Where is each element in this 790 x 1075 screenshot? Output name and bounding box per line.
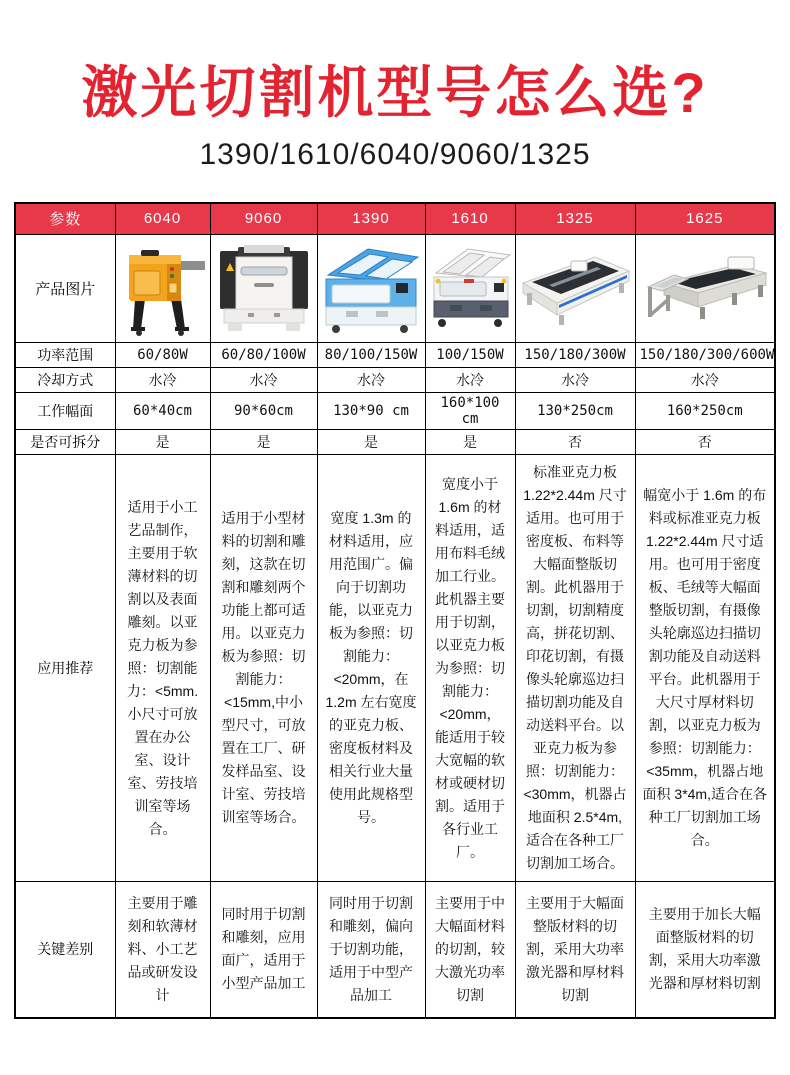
key-diff-1625: 主要用于加长大幅面整版材料的切割，采用大功率激光器和厚材料切割 xyxy=(635,882,775,1018)
product-photo-cell xyxy=(515,235,635,343)
header-row xyxy=(15,203,775,235)
key-diff-1390: 同时用于切割和雕刻，偏向于切割功能，适用于中型产品加工 xyxy=(317,882,425,1018)
row-label-product-image: 产品图片 xyxy=(15,235,115,343)
header-cell-param: 参数 xyxy=(15,203,115,235)
application-1610: 宽度小于 1.6m 的材料适用，适用布料毛绒加工行业。此机器主要用于切割，以亚克力板为参照：切割能力：<20mm，能适用于较大宽幅的软材或硬材切割。适用于各行业工厂。 xyxy=(425,455,515,882)
power-1625: 150/180/300/600W xyxy=(635,343,775,368)
machine-photo-1390 xyxy=(320,241,422,337)
row-label-power: 功率范围 xyxy=(15,343,115,368)
row-label-cooling: 冷却方式 xyxy=(15,368,115,393)
product-photo-cell xyxy=(317,235,425,343)
application-row xyxy=(15,455,775,882)
power-1610: 100/150W xyxy=(425,343,515,368)
key-difference-row xyxy=(15,882,775,1018)
key-diff-6040: 主要用于雕刻和软薄材料、小工艺品或研发设计 xyxy=(115,882,210,1018)
product-photo-cell xyxy=(635,235,775,343)
cooling-1325: 水冷 xyxy=(515,368,635,393)
machine-photo-1325 xyxy=(519,241,631,337)
power-9060: 60/80/100W xyxy=(210,343,317,368)
cooling-1390: 水冷 xyxy=(317,368,425,393)
comparison-table xyxy=(14,202,776,1019)
key-diff-9060: 同时用于切割和雕刻，应用面广，适用于小型产品加工 xyxy=(210,882,317,1018)
product-photo-cell xyxy=(425,235,515,343)
application-9060: 适用于小型材料的切割和雕刻，这款在切割和雕刻两个功能上都可适用。以亚克力板为参照：切割能力：<15mm,中小型尺寸，可放置在工厂、研发样品室、设计室、劳技培训室等场合。 xyxy=(210,455,317,882)
product-image-row xyxy=(15,235,775,343)
cooling-1625: 水冷 xyxy=(635,368,775,393)
header-cell-6040: 6040 xyxy=(115,203,210,235)
detachable-9060: 是 xyxy=(210,430,317,455)
detachable-6040: 是 xyxy=(115,430,210,455)
detachable-row xyxy=(15,430,775,455)
application-1625: 幅宽小于 1.6m 的布料或标准亚克力板 1.22*2.44m 尺寸适用。也可用于密度板、毛绒等大幅面整版切割，有摄像头轮廓巡边扫描切割功能及自动送料平台。此机器用于大尺寸厚材料切割，以亚克力板为参照：切割能力：<35mm，机器占地面积 3*4m,适合在各种工厂切割加工场合。 xyxy=(635,455,775,882)
machine-photo-1625 xyxy=(640,241,770,337)
row-label-application: 应用推荐 xyxy=(15,455,115,882)
detachable-1390: 是 xyxy=(317,430,425,455)
application-6040: 适用于小工艺品制作，主要用于软薄材料的切割以及表面雕刻。以亚克力板为参照：切割能力：<5mm.小尺寸可放置在办公室、设计室、劳技培训室等场合。 xyxy=(115,455,210,882)
product-photo-cell xyxy=(115,235,210,343)
work-area-1390: 130*90 cm xyxy=(317,393,425,430)
power-1325: 150/180/300W xyxy=(515,343,635,368)
application-1325: 标准亚克力板 1.22*2.44m 尺寸适用。也可用于密度板、布料等大幅面整版切割。此机器用于切割，切割精度高，拼花切割、印花切割，有摄像头轮廓巡边扫描切割功能及自动送料平台。以亚克力板为参照：切割能力：<30mm，机器占地面积 2.5*4m,适合在各种工厂切割加工场合。 xyxy=(515,455,635,882)
row-label-key-diff: 关键差别 xyxy=(15,882,115,1018)
header-cell-9060: 9060 xyxy=(210,203,317,235)
work-area-9060: 90*60cm xyxy=(210,393,317,430)
power-1390: 80/100/150W xyxy=(317,343,425,368)
application-1390: 宽度 1.3m 的材料适用，应用范围广。偏向于切割功能，以亚克力板为参照：切割能力：<20mm，在 1.2m 左右宽度的亚克力板、密度板材料及相关行业大量使用此规格型号。 xyxy=(317,455,425,882)
detachable-1625: 否 xyxy=(635,430,775,455)
power-6040: 60/80W xyxy=(115,343,210,368)
machine-photo-9060 xyxy=(214,241,314,337)
header-cell-1610: 1610 xyxy=(425,203,515,235)
detachable-1325: 否 xyxy=(515,430,635,455)
page-subtitle: 1390/1610/6040/9060/1325 xyxy=(199,137,591,171)
machine-photo-1610 xyxy=(428,241,514,337)
header-cell-1390: 1390 xyxy=(317,203,425,235)
key-diff-1610: 主要用于中大幅面材料的切割，较大激光功率切割 xyxy=(425,882,515,1018)
header-cell-1625: 1625 xyxy=(635,203,775,235)
detachable-1610: 是 xyxy=(425,430,515,455)
product-photo-cell xyxy=(210,235,317,343)
header-cell-1325: 1325 xyxy=(515,203,635,235)
work-area-1325: 130*250cm xyxy=(515,393,635,430)
machine-photo-6040 xyxy=(119,241,207,337)
page xyxy=(0,62,790,1075)
work-area-1610: 160*100 cm xyxy=(425,393,515,430)
page-title: 激光切割机型号怎么选? xyxy=(81,61,709,124)
work-area-1625: 160*250cm xyxy=(635,393,775,430)
row-label-detachable: 是否可拆分 xyxy=(15,430,115,455)
cooling-9060: 水冷 xyxy=(210,368,317,393)
cooling-1610: 水冷 xyxy=(425,368,515,393)
key-diff-1325: 主要用于大幅面整版材料的切割，采用大功率激光器和厚材料切割 xyxy=(515,882,635,1018)
work-area-6040: 60*40cm xyxy=(115,393,210,430)
cooling-6040: 水冷 xyxy=(115,368,210,393)
row-label-work-area: 工作幅面 xyxy=(15,393,115,430)
work-area-row xyxy=(15,393,775,430)
cooling-row xyxy=(15,368,775,393)
power-row xyxy=(15,343,775,368)
